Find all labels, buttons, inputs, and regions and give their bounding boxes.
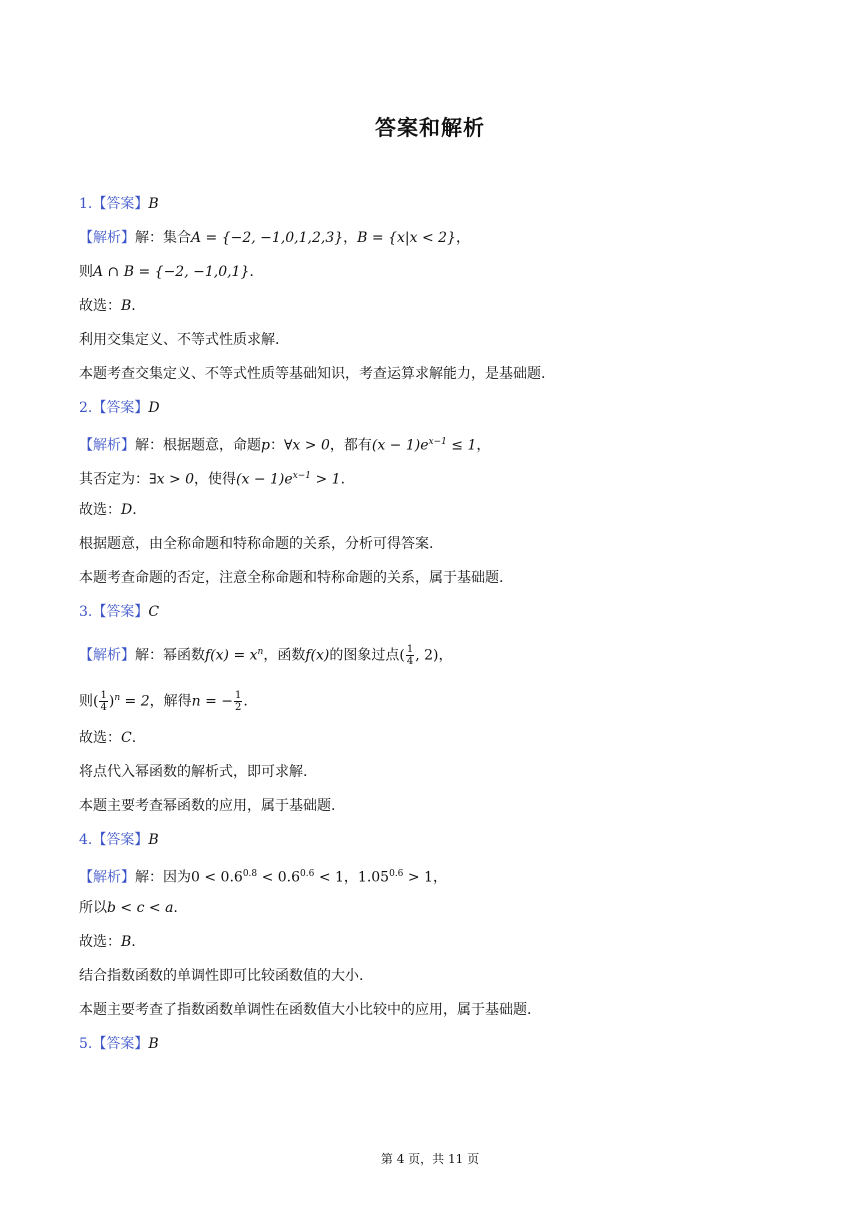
fraction-denominator: 2 [235, 702, 242, 714]
math: ( [399, 647, 405, 664]
q4-line-4: 结合指数函数的单调性即可比较函数值的大小. [79, 968, 364, 984]
math: , 2) [415, 647, 439, 664]
q5-number: 5. [79, 1036, 93, 1052]
analysis-label: 【解析】 [79, 869, 135, 886]
q2-analysis-line [79, 425, 779, 459]
math-superscript: 0.8 [242, 869, 258, 879]
text: . [340, 471, 346, 488]
text: ，函数 [263, 647, 306, 664]
text: 故选： [79, 502, 121, 518]
math: ) [108, 693, 115, 710]
q2-line-4: 根据题意，由全称命题和特称命题的关系，分析可得答案. [79, 536, 434, 552]
q2-line-5: 本题考查命题的否定，注意全称命题和特称命题的关系，属于基础题. [79, 570, 504, 586]
q3-answer-line [79, 595, 779, 629]
q4-line-2 [79, 891, 779, 925]
text: . [243, 693, 248, 710]
analysis-label: 【解析】 [79, 647, 135, 664]
q3-analysis-line [79, 629, 779, 675]
text: 的图象过点 [329, 647, 400, 664]
math: C [121, 730, 132, 746]
text: 解：集合 [135, 230, 191, 246]
text: 则 [79, 693, 93, 710]
math: < 0.6 [257, 869, 301, 886]
text: ，使得 [194, 471, 237, 488]
math: ( [93, 693, 99, 710]
math-superscript: n [114, 693, 121, 703]
math: (x − 1)e [371, 437, 429, 454]
q2-answer-line [79, 391, 779, 425]
page-title: 答案和解析 [375, 116, 485, 140]
q3-line-4: 将点代入幂函数的解析式，即可求解. [79, 764, 308, 780]
math: > 1 [311, 471, 341, 488]
fraction [406, 644, 414, 667]
math: > 1 [403, 869, 433, 886]
math: B = {x|x < 2} [357, 230, 456, 246]
text: . [132, 502, 137, 518]
q5-answer-line [79, 1027, 779, 1061]
q3-number: 3. [79, 604, 93, 620]
q4-answer-value: B [148, 832, 159, 848]
q1-number: 1. [79, 196, 93, 212]
page-footer: 第 4 页，共 11 页 [380, 1152, 480, 1166]
text: ，都有 [329, 437, 372, 454]
math: ≤ 1 [446, 437, 477, 454]
math: A ∩ B = {−2, −1,0,1} [93, 264, 250, 280]
text: ， [343, 230, 358, 246]
answer-label: 【答案】 [92, 196, 149, 212]
q2-line-2 [79, 459, 779, 493]
math: (x − 1)e [236, 471, 293, 488]
text: ，解得 [149, 693, 192, 710]
fraction-denominator: 4 [100, 702, 107, 714]
text: 故选： [79, 934, 121, 950]
q3-line-5: 本题主要考查幂函数的应用，属于基础题. [79, 798, 336, 814]
fraction [99, 690, 107, 713]
math: ∀x > 0 [283, 437, 330, 454]
fraction-numerator: 1 [406, 644, 414, 656]
text: . [173, 900, 178, 916]
math-superscript: 0.6 [389, 869, 404, 879]
q1-line-3 [79, 289, 779, 323]
q4-answer-line [79, 823, 779, 857]
text: 解：根据题意，命题 [135, 437, 261, 454]
answer-label: 【答案】 [92, 400, 149, 416]
math-superscript: x−1 [292, 471, 312, 481]
math: B [121, 298, 132, 314]
q4-line-3 [79, 925, 779, 959]
q3-line-3 [79, 721, 779, 755]
text: ： [269, 437, 284, 454]
text: ， [343, 869, 358, 886]
q3-line-2 [79, 675, 779, 721]
math: A = {−2, −1,0,1,2,3} [191, 230, 344, 246]
answer-label: 【答案】 [92, 1036, 149, 1052]
q1-line-5: 本题考查交集定义、不等式性质等基础知识，考查运算求解能力，是基础题. [79, 366, 546, 382]
q3-answer-value: C [148, 604, 160, 620]
text: . [131, 730, 137, 746]
q1-line-4: 利用交集定义、不等式性质求解. [79, 332, 280, 348]
q1-analysis-line [79, 221, 779, 255]
math: ∃x > 0 [149, 471, 195, 488]
math: 0 < 0.6 [191, 869, 243, 886]
q1-line-2 [79, 255, 779, 289]
text: . [131, 298, 136, 314]
math: p [261, 437, 270, 454]
text: 所以 [79, 900, 107, 916]
q1-answer-value: B [148, 196, 159, 212]
q2-line-3 [79, 493, 779, 527]
fraction [234, 690, 242, 713]
math: f(x) [305, 647, 330, 664]
text: 解：因为 [135, 869, 191, 886]
q4-line-5: 本题主要考查了指数函数单调性在函数值大小比较中的应用，属于基础题. [79, 1002, 532, 1018]
q4-number: 4. [79, 832, 93, 848]
math-superscript: n [257, 647, 264, 657]
fraction-denominator: 4 [406, 656, 414, 668]
analysis-label: 【解析】 [79, 230, 135, 246]
math: f(x) = x [205, 647, 258, 664]
math: n = − [191, 693, 234, 710]
text: . [131, 934, 136, 950]
text: 解：幂函数 [135, 647, 205, 664]
analysis-label: 【解析】 [79, 437, 135, 454]
text: 故选： [79, 730, 121, 746]
math: D [121, 502, 133, 518]
answer-label: 【答案】 [92, 604, 149, 620]
text: 故选： [79, 298, 121, 314]
fraction-numerator: 1 [235, 690, 242, 702]
math: 1.05 [357, 869, 390, 886]
text: ， [455, 230, 470, 246]
math: = 2 [120, 693, 150, 710]
text: 其否定为： [79, 471, 149, 488]
q1-answer-line [79, 187, 779, 221]
text: ， [476, 437, 491, 454]
q2-answer-value: D [148, 400, 160, 416]
text: 则 [79, 264, 93, 280]
q5-answer-value: B [148, 1036, 159, 1052]
text: ， [438, 647, 453, 664]
fraction-numerator: 1 [100, 690, 107, 702]
math-superscript: x−1 [428, 437, 447, 447]
answer-label: 【答案】 [92, 832, 149, 848]
q4-analysis-line [79, 857, 779, 891]
answer-content [79, 187, 779, 1061]
q2-number: 2. [79, 400, 93, 416]
text: ， [432, 869, 447, 886]
text: . [249, 264, 254, 280]
math: b < c < a [107, 900, 174, 916]
math: < 1 [314, 869, 344, 886]
math-superscript: 0.6 [300, 869, 315, 879]
math: B [121, 934, 132, 950]
